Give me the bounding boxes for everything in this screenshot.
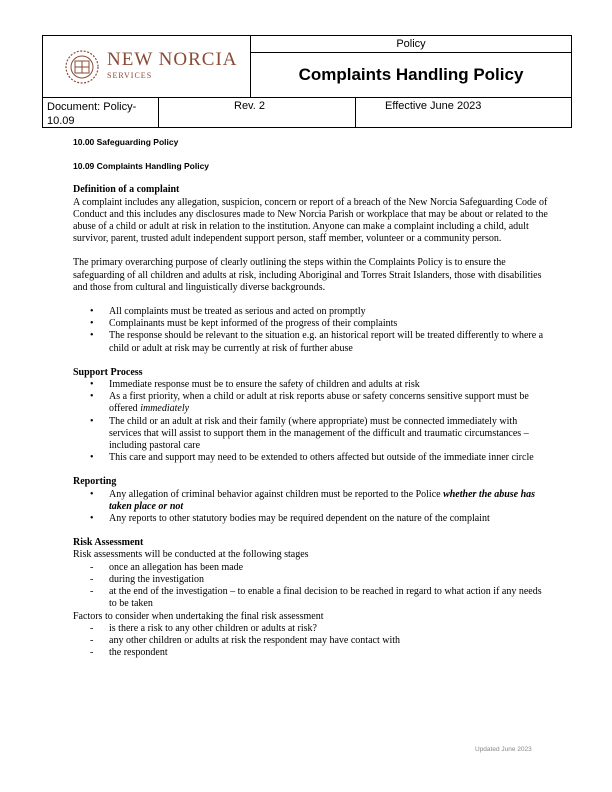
list-item: • All complaints must be treated as serious and acted on promptly <box>73 306 548 318</box>
list-item: - once an allegation has been made <box>73 562 548 574</box>
support-list <box>73 379 548 464</box>
new-norcia-crest-icon <box>63 48 101 86</box>
list-item: • This care and support may need to be extended to others affected but outside of the immediate inner circle <box>73 452 548 464</box>
support-heading: Support Process <box>73 366 143 378</box>
list-item: - the respondent <box>73 647 548 659</box>
logo-subtitle: SERVICES <box>107 71 153 80</box>
risk-heading: Risk Assessment <box>73 537 144 549</box>
list-item <box>73 489 548 513</box>
list-item: - any other children or adults at risk the respondent may have contact with <box>73 635 548 647</box>
list-item-text: As a first priority, when a child or adult at risk reports abuse or safety concerns sensitive support must be offered <box>109 391 529 415</box>
list-item: • Any reports to other statutory bodies may be required dependent on the nature of the complaint <box>73 513 548 525</box>
definition-list <box>73 306 548 355</box>
revision: Rev. 2 <box>234 100 265 112</box>
list-item: - is there a risk to any other children or adults at risk? <box>73 623 548 635</box>
risk-intro: Risk assessments will be conducted at the following stages <box>73 549 309 561</box>
subsection-heading: 10.09 Complaints Handling Policy <box>73 161 210 172</box>
risk-stages-list <box>73 562 548 611</box>
list-item: - during the investigation <box>73 574 548 586</box>
logo-name: NEW NORCIA <box>107 49 238 70</box>
list-item: - at the end of the investigation – to enable a final decision to be reached in regard to what action if any needs to be taken <box>73 586 548 610</box>
document-body <box>73 136 548 659</box>
page-title: Complaints Handling Policy <box>298 65 524 84</box>
document-header <box>42 35 572 128</box>
section-heading: 10.00 Safeguarding Policy <box>73 137 179 147</box>
document-number: Document: Policy-10.09 <box>47 101 137 127</box>
factors-list <box>73 623 548 660</box>
logo-cell <box>43 36 251 97</box>
emphasis-text: immediately <box>140 403 190 415</box>
definition-paragraph-2: The primary overarching purpose of clearly outlining the steps within the Complaints Policy is to ensure the safeguarding of all children and adults at risk, including Aboriginal and Torres Strait Islanders, those with disabilities and those from cultural and linguistically diverse backgrounds. <box>73 257 542 293</box>
policy-label: Policy <box>251 36 571 53</box>
list-item: • The response should be relevant to the situation e.g. an historical report will be treated differently to where a child or adult at risk may be currently at risk of further abuse <box>73 330 548 354</box>
factors-intro: Factors to consider when undertaking the final risk assessment <box>73 610 324 622</box>
effective-date: Effective June 2023 <box>385 100 482 112</box>
list-item: • Complainants must be kept informed of the progress of their complaints <box>73 318 548 330</box>
reporting-heading: Reporting <box>73 476 117 488</box>
reporting-list <box>73 489 548 526</box>
footer-updated: Updated June 2023 <box>475 746 532 753</box>
list-item: • The child or an adult at risk and their family (where appropriate) must be connected immediately with services that will assist to support them in the management of the difficult and traumatic circumstances – including pastoral care <box>73 416 548 453</box>
definition-heading: Definition of a complaint <box>73 184 180 196</box>
logo-wordmark <box>107 50 238 80</box>
list-item-text: Any allegation of criminal behavior against children must be reported to the Police <box>109 488 444 500</box>
definition-paragraph-1: A complaint includes any allegation, suspicion, concern or report of a breach of the New Norcia Safeguarding Code of Conduct and this includes any disclosures made to New Norcia Parish or workplace that may be about or related to the abuse of a child or adult at risk in relation to the institution. Anyone can make a complaint including a child, adult survivor, parent, trusted adult independent support person, staff member, volunteer or a community person. <box>73 196 548 245</box>
list-item: • Immediate response must be to ensure the safety of children and adults at risk <box>73 379 548 391</box>
document-info-row <box>43 97 571 127</box>
list-item <box>73 391 548 415</box>
emphasis-text: whether the abuse has taken place or not <box>109 488 536 512</box>
